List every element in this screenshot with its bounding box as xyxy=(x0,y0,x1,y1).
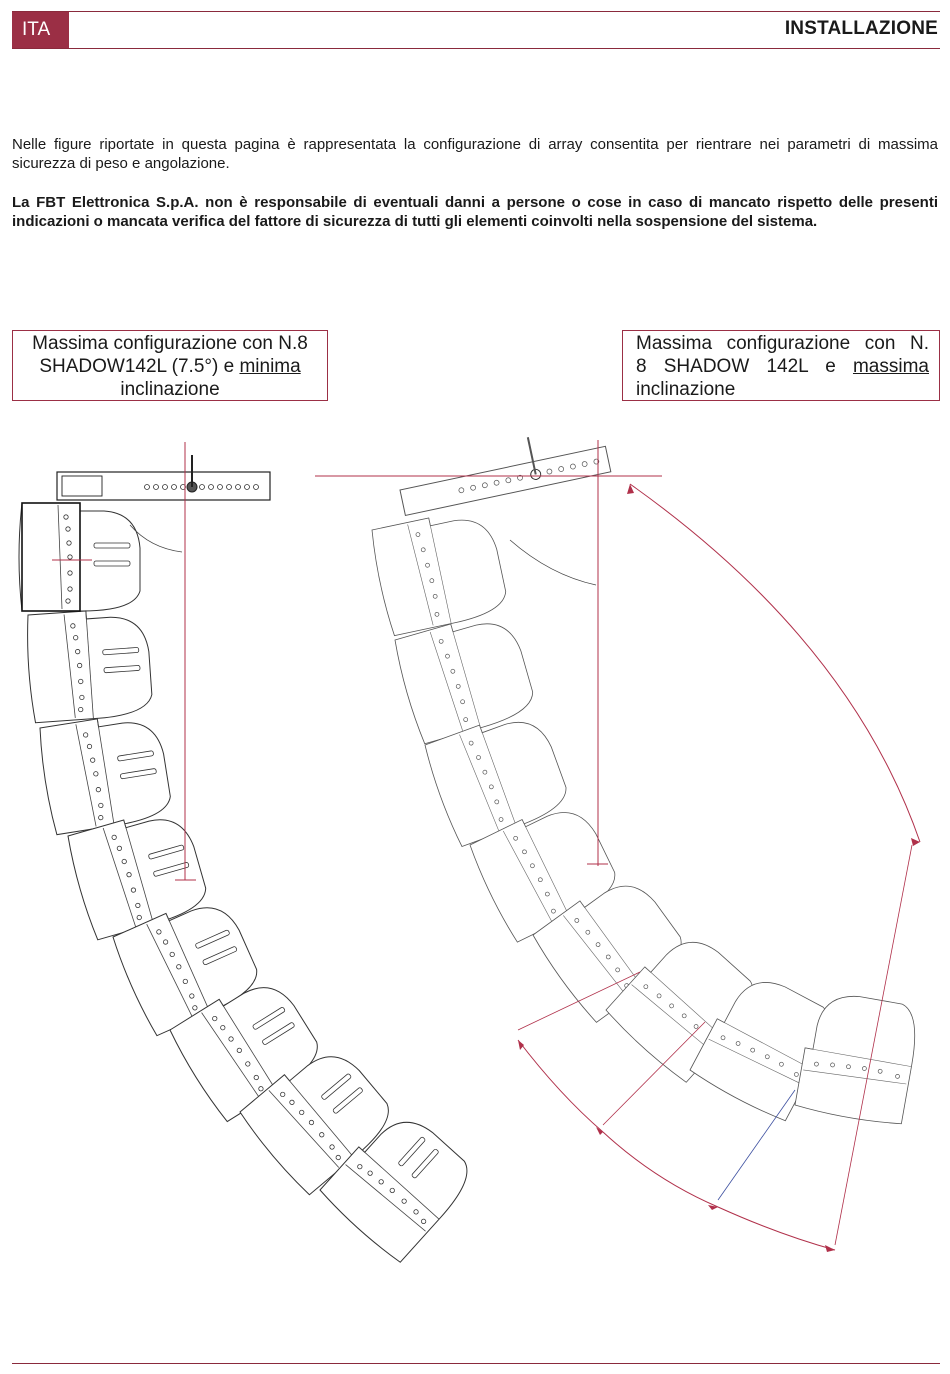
language-tag: ITA xyxy=(12,12,69,48)
footer-rule xyxy=(12,1363,940,1364)
section-title: INSTALLAZIONE xyxy=(784,18,938,39)
intro-paragraph: Nelle figure riportate in questa pagina è rappresentata la configurazione di array consentita per rientrare nei parametri di massima sicurezza di peso e angolazione. xyxy=(12,136,938,172)
right-figure-caption: Massima configurazione con N. 8 SHADOW 142L e massima inclinazione xyxy=(622,330,940,401)
liability-warning: La FBT Elettronica S.p.A. non è responsabile di eventuali danni a persone o cose in caso di mancato rispetto delle presenti indicazioni o mancata verifica del fattore di sicurezza di tutti gli elementi coinvolti nella sospensione del sistema. xyxy=(12,194,938,230)
left-figure-caption: Massima configurazione con N.8 SHADOW142L (7.5°) e minima inclinazione xyxy=(12,330,328,401)
